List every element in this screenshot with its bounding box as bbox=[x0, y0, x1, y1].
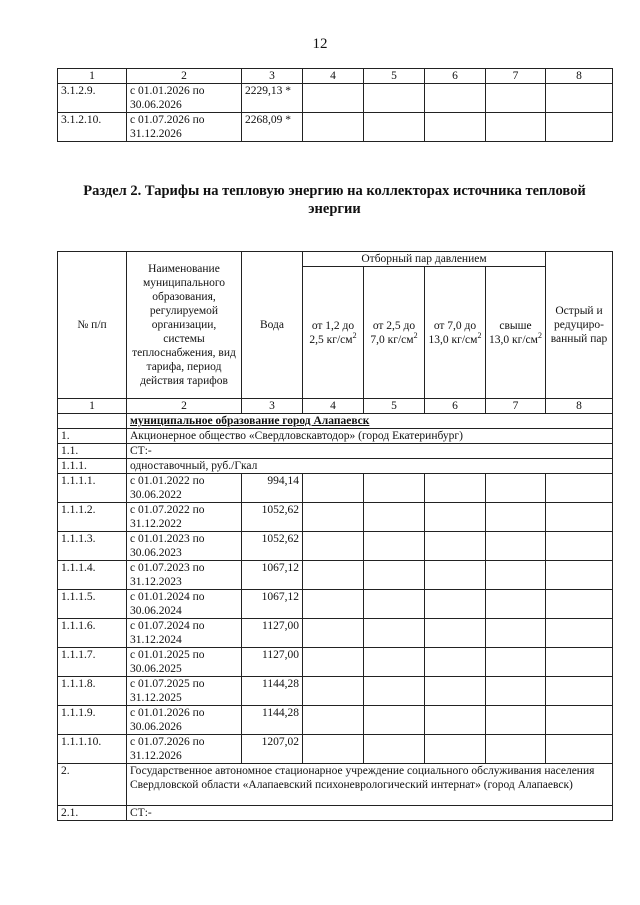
top-header-cell: 6 bbox=[425, 69, 486, 84]
empty-cell bbox=[425, 84, 486, 113]
header-steam-group: Отборный пар давлением bbox=[303, 252, 546, 267]
top-header-cell: 4 bbox=[303, 69, 364, 84]
row-num: 1.1.1.9. bbox=[58, 706, 127, 735]
empty-cell bbox=[486, 590, 546, 619]
st2-name: СТ:- bbox=[127, 806, 613, 821]
row-water-value: 2229,13 * bbox=[242, 84, 303, 113]
top-header-cell: 1 bbox=[58, 69, 127, 84]
row-num: 1.1.1.5. bbox=[58, 590, 127, 619]
empty-cell bbox=[303, 474, 364, 503]
row-period: с 01.01.2026 по 30.06.2026 bbox=[127, 84, 242, 113]
column-number: 1 bbox=[58, 399, 127, 414]
empty-cell bbox=[546, 590, 613, 619]
row-water-value: 1144,28 bbox=[242, 706, 303, 735]
row-period: с 01.01.2022 по 30.06.2022 bbox=[127, 474, 242, 503]
empty-cell bbox=[425, 474, 486, 503]
row-water-value: 1067,12 bbox=[242, 561, 303, 590]
empty-cell bbox=[425, 113, 486, 142]
table-row bbox=[58, 113, 613, 142]
top-header-cell: 7 bbox=[486, 69, 546, 84]
row-period: с 01.01.2026 по 30.06.2026 bbox=[127, 706, 242, 735]
empty-cell bbox=[425, 706, 486, 735]
column-number: 5 bbox=[364, 399, 425, 414]
empty-cell bbox=[303, 648, 364, 677]
top-header-cell: 3 bbox=[242, 69, 303, 84]
top-tariff-table bbox=[57, 68, 613, 142]
row-water-value: 1052,62 bbox=[242, 503, 303, 532]
row-period: с 01.07.2025 по 31.12.2025 bbox=[127, 677, 242, 706]
empty-cell bbox=[425, 677, 486, 706]
empty-cell bbox=[364, 735, 425, 764]
empty-cell bbox=[546, 706, 613, 735]
municipality-row: муниципальное образование город Алапаевск bbox=[127, 414, 613, 429]
empty-cell bbox=[486, 84, 546, 113]
empty-cell bbox=[303, 84, 364, 113]
empty-cell bbox=[364, 648, 425, 677]
header-num: № п/п bbox=[58, 252, 127, 399]
empty-cell bbox=[303, 561, 364, 590]
st1-name: СТ:- bbox=[127, 444, 613, 459]
empty-cell bbox=[486, 474, 546, 503]
table-row bbox=[58, 474, 613, 503]
row-num: 1.1.1.3. bbox=[58, 532, 127, 561]
header-name: Наименование муниципального образования, регулируемой организации, системы теплоснабжения, вид тарифа, период действия тарифов bbox=[127, 252, 242, 399]
empty-cell bbox=[303, 532, 364, 561]
empty-cell bbox=[486, 648, 546, 677]
row-water-value: 1052,62 bbox=[242, 532, 303, 561]
empty-cell bbox=[486, 561, 546, 590]
tariff-type-num: 1.1.1. bbox=[58, 459, 127, 474]
header-water: Вода bbox=[242, 252, 303, 399]
empty-cell bbox=[425, 735, 486, 764]
column-numbers-row bbox=[58, 399, 613, 414]
empty-cell bbox=[546, 648, 613, 677]
row-period: с 01.07.2022 по 31.12.2022 bbox=[127, 503, 242, 532]
empty-cell bbox=[425, 532, 486, 561]
empty-cell bbox=[58, 414, 127, 429]
empty-cell bbox=[303, 503, 364, 532]
empty-cell bbox=[303, 677, 364, 706]
table-row bbox=[58, 84, 613, 113]
st2-num: 2.1. bbox=[58, 806, 127, 821]
row-num: 1.1.1.6. bbox=[58, 619, 127, 648]
empty-cell bbox=[364, 561, 425, 590]
empty-cell bbox=[425, 648, 486, 677]
org2-num: 2. bbox=[58, 764, 127, 806]
row-period: с 01.07.2026 по 31.12.2026 bbox=[127, 113, 242, 142]
header-pressure-1: от 1,2 до 2,5 $кг/см^2$ bbox=[303, 267, 364, 399]
empty-cell bbox=[303, 590, 364, 619]
column-number: 3 bbox=[242, 399, 303, 414]
row-num: 1.1.1.10. bbox=[58, 735, 127, 764]
empty-cell bbox=[425, 619, 486, 648]
column-number: 7 bbox=[486, 399, 546, 414]
empty-cell bbox=[364, 532, 425, 561]
row-water-value: 1207,02 bbox=[242, 735, 303, 764]
table-row bbox=[58, 590, 613, 619]
empty-cell bbox=[364, 677, 425, 706]
table-row bbox=[58, 677, 613, 706]
row-num: 3.1.2.10. bbox=[58, 113, 127, 142]
tariff-type-name: одноставочный, руб./Гкал bbox=[127, 459, 613, 474]
row-water-value: 1144,28 bbox=[242, 677, 303, 706]
empty-cell bbox=[425, 503, 486, 532]
empty-cell bbox=[546, 619, 613, 648]
top-header-cell: 8 bbox=[546, 69, 613, 84]
top-header-cell: 5 bbox=[364, 69, 425, 84]
row-water-value: 2268,09 * bbox=[242, 113, 303, 142]
empty-cell bbox=[546, 532, 613, 561]
empty-cell bbox=[486, 532, 546, 561]
empty-cell bbox=[303, 619, 364, 648]
row-period: с 01.07.2026 по 31.12.2026 bbox=[127, 735, 242, 764]
empty-cell bbox=[364, 84, 425, 113]
empty-cell bbox=[303, 706, 364, 735]
header-sharp-steam: Острый и редуциро-ванный пар bbox=[546, 252, 613, 399]
table-row bbox=[58, 735, 613, 764]
empty-cell bbox=[546, 113, 613, 142]
empty-cell bbox=[303, 113, 364, 142]
empty-cell bbox=[486, 735, 546, 764]
row-period: с 01.01.2024 по 30.06.2024 bbox=[127, 590, 242, 619]
empty-cell bbox=[486, 113, 546, 142]
empty-cell bbox=[486, 706, 546, 735]
empty-cell bbox=[364, 503, 425, 532]
table-row bbox=[58, 619, 613, 648]
row-period: с 01.01.2023 по 30.06.2023 bbox=[127, 532, 242, 561]
table-row bbox=[58, 561, 613, 590]
table-row bbox=[58, 503, 613, 532]
column-number: 2 bbox=[127, 399, 242, 414]
row-period: с 01.01.2025 по 30.06.2025 bbox=[127, 648, 242, 677]
empty-cell bbox=[546, 503, 613, 532]
row-period: с 01.07.2023 по 31.12.2023 bbox=[127, 561, 242, 590]
row-num: 1.1.1.7. bbox=[58, 648, 127, 677]
row-num: 1.1.1.8. bbox=[58, 677, 127, 706]
row-water-value: 1127,00 bbox=[242, 648, 303, 677]
empty-cell bbox=[364, 113, 425, 142]
section-title: Раздел 2. Тарифы на тепловую энергию на коллекторах источника тепловой энергии bbox=[83, 183, 586, 217]
empty-cell bbox=[364, 619, 425, 648]
row-num: 1.1.1.2. bbox=[58, 503, 127, 532]
empty-cell bbox=[546, 561, 613, 590]
empty-cell bbox=[364, 474, 425, 503]
empty-cell bbox=[425, 590, 486, 619]
empty-cell bbox=[486, 619, 546, 648]
empty-cell bbox=[364, 590, 425, 619]
org1-num: 1. bbox=[58, 429, 127, 444]
column-number: 8 bbox=[546, 399, 613, 414]
table-row bbox=[58, 648, 613, 677]
row-water-value: 1127,00 bbox=[242, 619, 303, 648]
row-period: с 01.07.2024 по 31.12.2024 bbox=[127, 619, 242, 648]
page-number: 12 bbox=[312, 36, 328, 52]
empty-cell bbox=[546, 735, 613, 764]
empty-cell bbox=[486, 677, 546, 706]
table-row bbox=[58, 532, 613, 561]
row-water-value: 1067,12 bbox=[242, 590, 303, 619]
empty-cell bbox=[364, 706, 425, 735]
row-num: 1.1.1.4. bbox=[58, 561, 127, 590]
org2-name: Государственное автономное стационарное учреждение социального обслуживания населения Свердловской области «Алапаевский психоневрологический интернат» (город Алапаевск) bbox=[127, 764, 613, 806]
top-table-header-row bbox=[58, 69, 613, 84]
row-num: 1.1.1.1. bbox=[58, 474, 127, 503]
header-pressure-4: свыше 13,0 $кг/см^2$ bbox=[486, 267, 546, 399]
column-number: 4 bbox=[303, 399, 364, 414]
column-number: 6 bbox=[425, 399, 486, 414]
top-header-cell: 2 bbox=[127, 69, 242, 84]
empty-cell bbox=[425, 561, 486, 590]
row-num: 3.1.2.9. bbox=[58, 84, 127, 113]
header-pressure-2: от 2,5 до 7,0 $кг/см^2$ bbox=[364, 267, 425, 399]
empty-cell bbox=[303, 735, 364, 764]
empty-cell bbox=[546, 677, 613, 706]
empty-cell bbox=[486, 503, 546, 532]
table-row bbox=[58, 706, 613, 735]
org1-name: Акционерное общество «Свердловскавтодор» (город Екатеринбург) bbox=[127, 429, 613, 444]
empty-cell bbox=[546, 84, 613, 113]
empty-cell bbox=[546, 474, 613, 503]
st1-num: 1.1. bbox=[58, 444, 127, 459]
header-pressure-3: от 7,0 до 13,0 $кг/см^2$ bbox=[425, 267, 486, 399]
row-water-value: 994,14 bbox=[242, 474, 303, 503]
collector-tariff-table bbox=[57, 251, 613, 821]
